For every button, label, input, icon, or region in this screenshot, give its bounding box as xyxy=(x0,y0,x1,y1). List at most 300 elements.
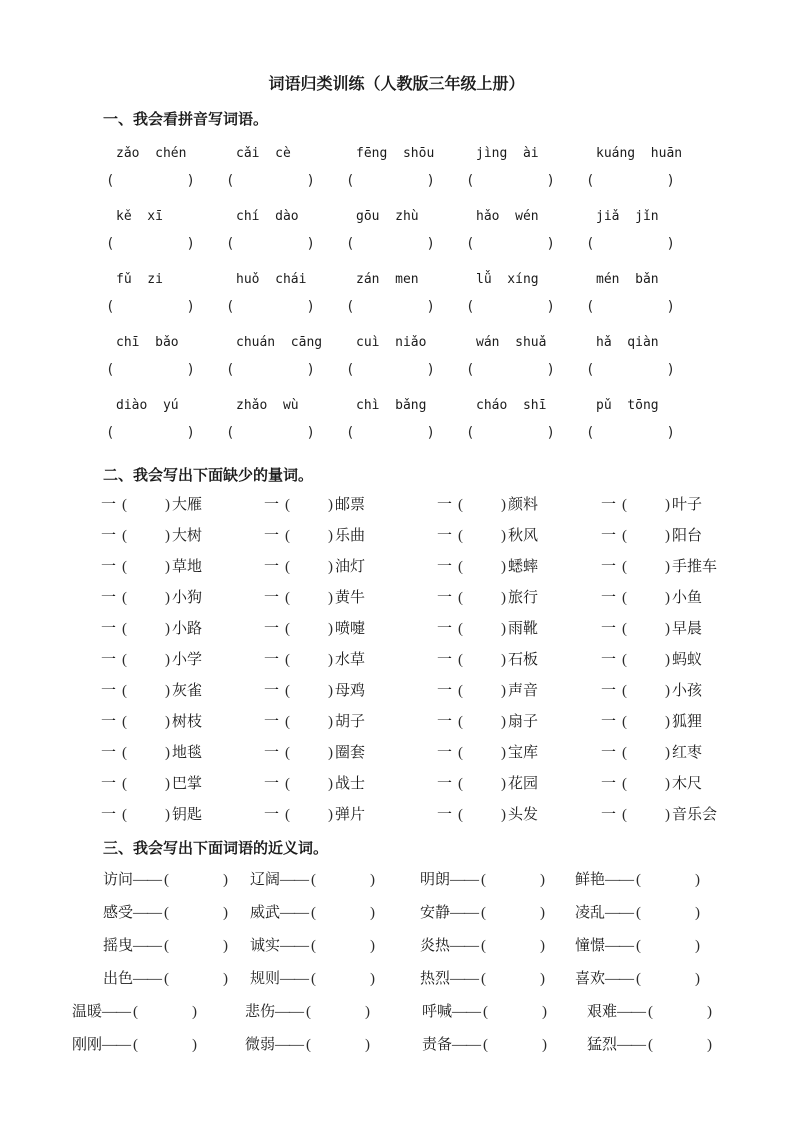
paren-open: ( xyxy=(306,1004,312,1020)
dash: —— xyxy=(450,872,479,888)
numeral-one: 一 xyxy=(601,559,617,575)
measure-word-item xyxy=(437,806,601,825)
paren-open: ( xyxy=(458,528,464,544)
paren-open: ( xyxy=(311,872,317,888)
paren-close: ) xyxy=(328,528,334,544)
answer-blank xyxy=(226,361,346,380)
noun-text: 音乐会 xyxy=(672,807,718,823)
pinyin-row xyxy=(106,396,793,443)
paren-close: ) xyxy=(328,621,334,637)
paren-close: ) xyxy=(426,173,435,189)
measure-word-item xyxy=(601,682,793,701)
answer-blank xyxy=(586,424,706,443)
paren-close: ) xyxy=(665,559,671,575)
paren-close: ) xyxy=(707,1037,713,1053)
noun-text: 木尺 xyxy=(672,776,703,792)
numeral-one: 一 xyxy=(264,745,280,761)
paren-open: ( xyxy=(586,362,595,378)
paren-close: ) xyxy=(328,745,334,761)
paren-open: ( xyxy=(226,236,235,252)
noun-text: 战士 xyxy=(335,776,366,792)
paren-close: ) xyxy=(695,905,701,921)
synonym-item xyxy=(72,1002,245,1022)
pinyin-text: chì bǎng xyxy=(356,398,427,413)
paren-close: ) xyxy=(165,807,171,823)
paren-close: ) xyxy=(370,971,376,987)
paren-close: ) xyxy=(165,776,171,792)
paren-open: ( xyxy=(346,425,355,441)
noun-text: 头发 xyxy=(508,807,539,823)
measure-word-row xyxy=(101,806,793,825)
synonym-rows xyxy=(0,870,793,1055)
dash: —— xyxy=(605,872,634,888)
measure-word-item xyxy=(264,651,437,670)
noun-text: 巴掌 xyxy=(172,776,203,792)
paren-close: ) xyxy=(501,528,507,544)
paren-open: ( xyxy=(106,425,115,441)
source-word: 悲伤 xyxy=(245,1004,276,1020)
measure-word-item xyxy=(101,744,264,763)
paren-open: ( xyxy=(311,971,317,987)
source-word: 热烈 xyxy=(420,971,451,987)
paren-close: ) xyxy=(666,425,675,441)
synonym-item xyxy=(103,936,250,956)
paren-close: ) xyxy=(665,652,671,668)
paren-close: ) xyxy=(306,236,315,252)
dash: —— xyxy=(280,872,309,888)
source-word: 猛烈 xyxy=(587,1037,618,1053)
numeral-one: 一 xyxy=(101,559,117,575)
synonym-item xyxy=(575,936,793,956)
numeral-one: 一 xyxy=(101,745,117,761)
noun-text: 蚂蚁 xyxy=(672,652,703,668)
pinyin-text: zǎo chén xyxy=(116,146,187,161)
answer-blank xyxy=(586,361,706,380)
measure-word-item xyxy=(264,558,437,577)
measure-word-item xyxy=(264,806,437,825)
paren-open: ( xyxy=(285,652,291,668)
noun-text: 雨靴 xyxy=(508,621,539,637)
pinyin-text: pǔ tōng xyxy=(596,398,659,413)
measure-word-item xyxy=(437,713,601,732)
measure-word-rows xyxy=(101,496,793,825)
paren-close: ) xyxy=(306,425,315,441)
measure-word-row xyxy=(101,682,793,701)
noun-text: 小狗 xyxy=(172,590,203,606)
synonym-item xyxy=(575,969,793,989)
paren-close: ) xyxy=(186,173,195,189)
paren-open: ( xyxy=(122,776,128,792)
measure-word-item xyxy=(437,682,601,701)
answer-blank xyxy=(346,235,466,254)
paren-open: ( xyxy=(226,299,235,315)
paren-open: ( xyxy=(648,1004,654,1020)
numeral-one: 一 xyxy=(264,621,280,637)
paren-close: ) xyxy=(542,1004,548,1020)
paren-close: ) xyxy=(501,559,507,575)
noun-text: 小鱼 xyxy=(672,590,703,606)
noun-text: 大树 xyxy=(172,528,203,544)
synonym-row xyxy=(103,903,793,923)
numeral-one: 一 xyxy=(437,683,453,699)
dash: —— xyxy=(280,905,309,921)
paren-open: ( xyxy=(122,497,128,513)
synonym-item xyxy=(420,903,575,923)
measure-word-row xyxy=(101,775,793,794)
paren-close: ) xyxy=(542,1037,548,1053)
paren-open: ( xyxy=(458,776,464,792)
synonym-item xyxy=(587,1035,793,1055)
paren-open: ( xyxy=(106,173,115,189)
numeral-one: 一 xyxy=(437,776,453,792)
paren-open: ( xyxy=(133,1037,139,1053)
dash: —— xyxy=(102,1037,131,1053)
paren-close: ) xyxy=(165,745,171,761)
noun-text: 声音 xyxy=(508,683,539,699)
answer-blank xyxy=(466,298,586,317)
paren-close: ) xyxy=(370,872,376,888)
answer-blank xyxy=(226,424,346,443)
synonym-item xyxy=(250,903,420,923)
measure-word-row xyxy=(101,744,793,763)
answer-blank xyxy=(466,424,586,443)
paren-open: ( xyxy=(481,971,487,987)
source-word: 憧憬 xyxy=(575,938,606,954)
paren-close: ) xyxy=(370,938,376,954)
paren-open: ( xyxy=(636,872,642,888)
paren-open: ( xyxy=(285,807,291,823)
pinyin-text: wán shuǎ xyxy=(476,335,547,350)
paren-close: ) xyxy=(328,807,334,823)
paren-close: ) xyxy=(666,299,675,315)
paren-close: ) xyxy=(223,971,229,987)
noun-text: 蟋蟀 xyxy=(508,559,539,575)
paren-open: ( xyxy=(226,173,235,189)
paren-open: ( xyxy=(311,938,317,954)
numeral-one: 一 xyxy=(264,776,280,792)
paren-close: ) xyxy=(695,971,701,987)
numeral-one: 一 xyxy=(437,745,453,761)
synonym-item xyxy=(575,903,793,923)
answer-blank xyxy=(346,424,466,443)
blank-line xyxy=(106,361,793,380)
synonym-item xyxy=(250,936,420,956)
pinyin-text: mén bǎn xyxy=(596,272,659,287)
paren-open: ( xyxy=(106,236,115,252)
paren-open: ( xyxy=(466,173,475,189)
pinyin-line xyxy=(106,270,793,289)
pinyin-text: fēng shōu xyxy=(356,146,435,161)
synonym-item xyxy=(575,870,793,890)
measure-word-item xyxy=(601,558,793,577)
dash: —— xyxy=(605,971,634,987)
paren-open: ( xyxy=(622,652,628,668)
paren-close: ) xyxy=(165,559,171,575)
numeral-one: 一 xyxy=(101,652,117,668)
paren-open: ( xyxy=(285,776,291,792)
measure-word-item xyxy=(264,620,437,639)
noun-text: 油灯 xyxy=(335,559,366,575)
noun-text: 小路 xyxy=(172,621,203,637)
noun-text: 大雁 xyxy=(172,497,203,513)
numeral-one: 一 xyxy=(437,621,453,637)
pinyin-text: kě xī xyxy=(116,209,163,224)
source-word: 规则 xyxy=(250,971,281,987)
numeral-one: 一 xyxy=(437,528,453,544)
blank-line xyxy=(106,298,793,317)
paren-open: ( xyxy=(311,905,317,921)
paren-open: ( xyxy=(106,362,115,378)
measure-word-item xyxy=(101,806,264,825)
synonym-row xyxy=(72,1002,793,1022)
paren-close: ) xyxy=(306,362,315,378)
numeral-one: 一 xyxy=(101,714,117,730)
paren-open: ( xyxy=(481,905,487,921)
paren-close: ) xyxy=(540,905,546,921)
paren-open: ( xyxy=(458,497,464,513)
paren-close: ) xyxy=(192,1004,198,1020)
source-word: 凌乱 xyxy=(575,905,606,921)
source-word: 喜欢 xyxy=(575,971,606,987)
measure-word-item xyxy=(601,527,793,546)
noun-text: 手推车 xyxy=(672,559,718,575)
source-word: 出色 xyxy=(103,971,134,987)
paren-open: ( xyxy=(122,652,128,668)
noun-text: 狐狸 xyxy=(672,714,703,730)
pinyin-line xyxy=(106,207,793,226)
noun-text: 颜料 xyxy=(508,497,539,513)
noun-text: 喷嚏 xyxy=(335,621,366,637)
synonym-item xyxy=(103,870,250,890)
measure-word-item xyxy=(437,496,601,515)
paren-open: ( xyxy=(622,745,628,761)
numeral-one: 一 xyxy=(601,776,617,792)
source-word: 访问 xyxy=(103,872,134,888)
answer-blank xyxy=(226,235,346,254)
dash: —— xyxy=(605,905,634,921)
synonym-item xyxy=(420,969,575,989)
paren-close: ) xyxy=(665,683,671,699)
paren-close: ) xyxy=(540,938,546,954)
dash: —— xyxy=(452,1004,481,1020)
noun-text: 石板 xyxy=(508,652,539,668)
paren-open: ( xyxy=(622,559,628,575)
measure-word-row xyxy=(101,713,793,732)
noun-text: 圈套 xyxy=(335,745,366,761)
noun-text: 叶子 xyxy=(672,497,703,513)
numeral-one: 一 xyxy=(437,559,453,575)
measure-word-item xyxy=(101,620,264,639)
measure-word-item xyxy=(437,651,601,670)
numeral-one: 一 xyxy=(264,497,280,513)
numeral-one: 一 xyxy=(601,714,617,730)
dash: —— xyxy=(450,905,479,921)
paren-close: ) xyxy=(165,621,171,637)
paren-close: ) xyxy=(546,425,555,441)
numeral-one: 一 xyxy=(264,683,280,699)
noun-text: 钥匙 xyxy=(172,807,203,823)
measure-word-item xyxy=(437,527,601,546)
synonym-item xyxy=(587,1002,793,1022)
numeral-one: 一 xyxy=(437,652,453,668)
pinyin-rows xyxy=(106,144,793,443)
paren-close: ) xyxy=(186,362,195,378)
dash: —— xyxy=(275,1004,304,1020)
paren-open: ( xyxy=(586,173,595,189)
paren-open: ( xyxy=(586,425,595,441)
pinyin-text: chī bǎo xyxy=(116,335,179,350)
paren-open: ( xyxy=(122,559,128,575)
paren-open: ( xyxy=(622,776,628,792)
measure-word-item xyxy=(437,620,601,639)
blank-line xyxy=(106,424,793,443)
paren-open: ( xyxy=(346,362,355,378)
paren-close: ) xyxy=(540,872,546,888)
section1-heading: 一、我会看拼音写词语。 xyxy=(103,111,269,128)
numeral-one: 一 xyxy=(601,807,617,823)
dash: —— xyxy=(133,872,162,888)
paren-close: ) xyxy=(186,236,195,252)
noun-text: 弹片 xyxy=(335,807,366,823)
paren-open: ( xyxy=(164,971,170,987)
pinyin-text: gōu zhù xyxy=(356,209,419,224)
paren-open: ( xyxy=(458,652,464,668)
paren-open: ( xyxy=(346,173,355,189)
answer-blank xyxy=(346,361,466,380)
paren-open: ( xyxy=(458,745,464,761)
answer-blank xyxy=(106,235,226,254)
numeral-one: 一 xyxy=(101,590,117,606)
paren-close: ) xyxy=(501,807,507,823)
paren-open: ( xyxy=(586,236,595,252)
paren-close: ) xyxy=(540,971,546,987)
numeral-one: 一 xyxy=(101,528,117,544)
measure-word-item xyxy=(437,744,601,763)
measure-word-item xyxy=(264,527,437,546)
answer-blank xyxy=(346,172,466,191)
numeral-one: 一 xyxy=(437,497,453,513)
pinyin-row xyxy=(106,144,793,191)
pinyin-text: zán men xyxy=(356,272,419,287)
paren-open: ( xyxy=(586,299,595,315)
noun-text: 邮票 xyxy=(335,497,366,513)
blank-line xyxy=(106,172,793,191)
paren-open: ( xyxy=(346,236,355,252)
paren-close: ) xyxy=(328,683,334,699)
dash: —— xyxy=(450,938,479,954)
paren-open: ( xyxy=(285,745,291,761)
noun-text: 秋风 xyxy=(508,528,539,544)
paren-close: ) xyxy=(223,905,229,921)
paren-open: ( xyxy=(622,807,628,823)
paren-open: ( xyxy=(346,299,355,315)
answer-blank xyxy=(346,298,466,317)
synonym-item xyxy=(250,969,420,989)
paren-close: ) xyxy=(666,362,675,378)
paren-open: ( xyxy=(122,590,128,606)
dash: —— xyxy=(450,971,479,987)
source-word: 微弱 xyxy=(245,1037,276,1053)
paren-open: ( xyxy=(636,938,642,954)
paren-close: ) xyxy=(165,528,171,544)
noun-text: 灰雀 xyxy=(172,683,203,699)
paren-open: ( xyxy=(466,299,475,315)
synonym-item xyxy=(245,1002,422,1022)
paren-open: ( xyxy=(133,1004,139,1020)
synonym-row xyxy=(72,1035,793,1055)
pinyin-text: cǎi cè xyxy=(236,146,291,161)
paren-close: ) xyxy=(546,173,555,189)
paren-close: ) xyxy=(501,590,507,606)
source-word: 辽阔 xyxy=(250,872,281,888)
dash: —— xyxy=(102,1004,131,1020)
pinyin-text: cuì niǎo xyxy=(356,335,427,350)
measure-word-row xyxy=(101,589,793,608)
paren-close: ) xyxy=(223,872,229,888)
paren-open: ( xyxy=(285,528,291,544)
paren-close: ) xyxy=(501,745,507,761)
answer-blank xyxy=(466,361,586,380)
pinyin-text: chí dào xyxy=(236,209,299,224)
noun-text: 母鸡 xyxy=(335,683,366,699)
synonym-item xyxy=(250,870,420,890)
paren-close: ) xyxy=(328,559,334,575)
numeral-one: 一 xyxy=(601,497,617,513)
measure-word-item xyxy=(437,558,601,577)
paren-close: ) xyxy=(165,497,171,513)
paren-open: ( xyxy=(483,1004,489,1020)
numeral-one: 一 xyxy=(101,621,117,637)
numeral-one: 一 xyxy=(601,745,617,761)
pinyin-row xyxy=(106,333,793,380)
pinyin-row xyxy=(106,270,793,317)
numeral-one: 一 xyxy=(101,807,117,823)
answer-blank xyxy=(106,424,226,443)
measure-word-item xyxy=(437,589,601,608)
numeral-one: 一 xyxy=(437,590,453,606)
dash: —— xyxy=(133,938,162,954)
source-word: 摇曳 xyxy=(103,938,134,954)
paren-close: ) xyxy=(223,938,229,954)
paren-open: ( xyxy=(466,425,475,441)
source-word: 明朗 xyxy=(420,872,451,888)
measure-word-item xyxy=(264,713,437,732)
pinyin-line xyxy=(106,333,793,352)
paren-close: ) xyxy=(665,621,671,637)
paren-close: ) xyxy=(546,236,555,252)
synonym-item xyxy=(420,870,575,890)
answer-blank xyxy=(586,235,706,254)
paren-close: ) xyxy=(665,528,671,544)
measure-word-item xyxy=(601,806,793,825)
page-title: 词语归类训练（人教版三年级上册） xyxy=(268,76,525,93)
paren-close: ) xyxy=(328,590,334,606)
paren-open: ( xyxy=(458,807,464,823)
paren-open: ( xyxy=(481,872,487,888)
measure-word-item xyxy=(101,527,264,546)
source-word: 感受 xyxy=(103,905,134,921)
paren-open: ( xyxy=(622,590,628,606)
noun-text: 阳台 xyxy=(672,528,703,544)
paren-close: ) xyxy=(165,590,171,606)
source-word: 炎热 xyxy=(420,938,451,954)
paren-close: ) xyxy=(328,652,334,668)
dash: —— xyxy=(133,971,162,987)
paren-open: ( xyxy=(285,683,291,699)
dash: —— xyxy=(605,938,634,954)
pinyin-text: fǔ zi xyxy=(116,272,163,287)
paren-close: ) xyxy=(165,652,171,668)
